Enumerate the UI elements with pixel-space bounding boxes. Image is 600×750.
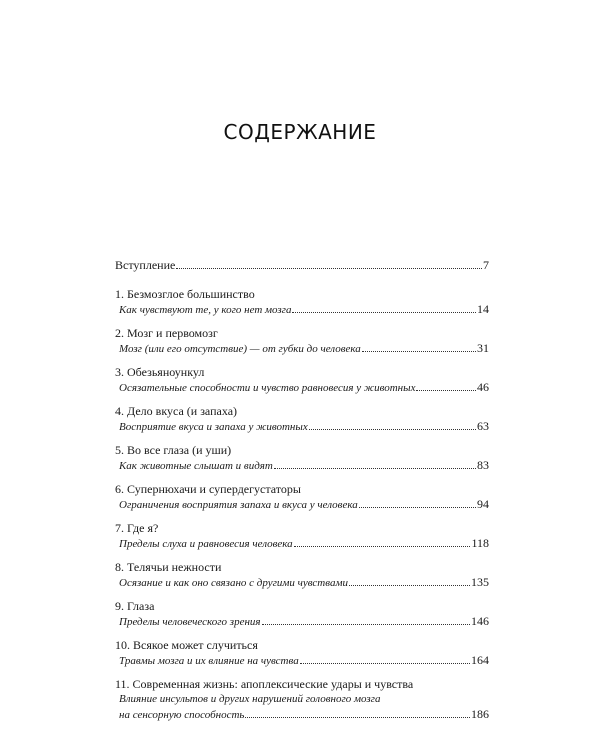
toc-page-number: 63: [477, 419, 489, 433]
chapter-heading: 2. Мозг и первомозг: [115, 326, 218, 340]
toc-page-number: 146: [471, 614, 489, 628]
chapter-subtitle: Травмы мозга и их влияние на чувства: [119, 655, 299, 667]
chapter-heading: 7. Где я?: [115, 521, 159, 535]
table-of-contents: [115, 258, 489, 723]
chapter-subtitle-row: [115, 458, 489, 474]
dot-leader: [292, 312, 476, 313]
chapter-subtitle: Осязание и как оно связано с другими чувствами: [119, 577, 348, 589]
toc-page-number: 94: [477, 497, 489, 511]
toc-entry-chapter-4[interactable]: [115, 404, 489, 435]
chapter-subtitle: Влияние инсультов и других нарушений головного мозга: [119, 693, 381, 705]
toc-page-number: 46: [477, 380, 489, 394]
toc-entry-chapter-3[interactable]: [115, 365, 489, 396]
toc-entry-chapter-1[interactable]: [115, 287, 489, 318]
chapter-subtitle-row: [115, 536, 489, 552]
chapter-heading: 6. Супернюхачи и супердегустаторы: [115, 482, 301, 496]
toc-page-number: 31: [477, 341, 489, 355]
chapter-heading: 11. Современная жизнь: апоплексические удары и чувства: [115, 677, 414, 691]
chapter-subtitle: Восприятие вкуса и запаха у животных: [119, 421, 308, 433]
chapter-heading: 1. Безмозглое большинство: [115, 287, 255, 301]
dot-leader: [309, 429, 476, 430]
chapter-heading: 8. Телячьи нежности: [115, 560, 222, 574]
toc-page-number: 135: [471, 575, 489, 589]
toc-page-number: 164: [471, 653, 489, 667]
dot-leader: [300, 663, 470, 664]
dot-leader: [262, 624, 470, 625]
dot-leader: [362, 351, 476, 352]
toc-entry-chapter-8[interactable]: [115, 560, 489, 591]
dot-leader: [274, 468, 476, 469]
dot-leader: [176, 268, 482, 269]
chapter-subtitle-row: [115, 707, 489, 723]
chapter-list: [115, 287, 489, 723]
dot-leader: [359, 507, 476, 508]
chapter-heading: 3. Обезьяноункул: [115, 365, 205, 379]
chapter-subtitle-row: [115, 575, 489, 591]
chapter-subtitle-row: [115, 380, 489, 396]
chapter-subtitle-row: [115, 497, 489, 513]
toc-page-number: 186: [471, 707, 489, 721]
chapter-subtitle-row: [115, 341, 489, 357]
toc-entry-chapter-6[interactable]: [115, 482, 489, 513]
chapter-subtitle: Как чувствуют те, у кого нет мозга: [119, 304, 292, 316]
toc-entry-chapter-9[interactable]: [115, 599, 489, 630]
chapter-subtitle: Мозг (или его отсутствие) — от губки до человека: [119, 343, 361, 355]
chapter-subtitle-row: [115, 614, 489, 630]
dot-leader: [245, 717, 470, 718]
chapter-heading: 9. Глаза: [115, 599, 155, 613]
chapter-subtitle-row: [115, 692, 489, 707]
page-title: СОДЕРЖАНИЕ: [223, 120, 377, 144]
toc-entry-chapter-11[interactable]: [115, 677, 489, 723]
chapter-subtitle: Как животные слышат и видят: [119, 460, 273, 472]
chapter-subtitle: Пределы слуха и равновесия человека: [119, 538, 293, 550]
dot-leader: [294, 546, 471, 547]
dot-leader: [349, 585, 470, 586]
toc-entry-label: Вступление: [115, 258, 176, 272]
chapter-subtitle-row: [115, 302, 489, 318]
dot-leader: [416, 390, 476, 391]
chapter-subtitle: на сенсорную способность: [119, 709, 245, 721]
toc-page-number: 14: [477, 302, 489, 316]
toc-page-number: 118: [471, 536, 489, 550]
toc-page-number: 83: [477, 458, 489, 472]
chapter-subtitle: Пределы человеческого зрения: [119, 616, 261, 628]
chapter-heading: 5. Во все глаза (и уши): [115, 443, 232, 457]
chapter-subtitle: Осязательные способности и чувство равновесия у животных: [119, 382, 416, 394]
chapter-subtitle-row: [115, 419, 489, 435]
toc-page-number: 7: [483, 258, 489, 272]
chapter-subtitle-row: [115, 653, 489, 669]
chapter-subtitle: Ограничения восприятия запаха и вкуса у человека: [119, 499, 358, 511]
chapter-heading: 4. Дело вкуса (и запаха): [115, 404, 238, 418]
chapter-heading: 10. Всякое может случиться: [115, 638, 258, 652]
toc-entry-chapter-7[interactable]: [115, 521, 489, 552]
toc-entry-chapter-10[interactable]: [115, 638, 489, 669]
toc-entry-intro[interactable]: [115, 258, 489, 273]
toc-entry-chapter-5[interactable]: [115, 443, 489, 474]
toc-entry-chapter-2[interactable]: [115, 326, 489, 357]
